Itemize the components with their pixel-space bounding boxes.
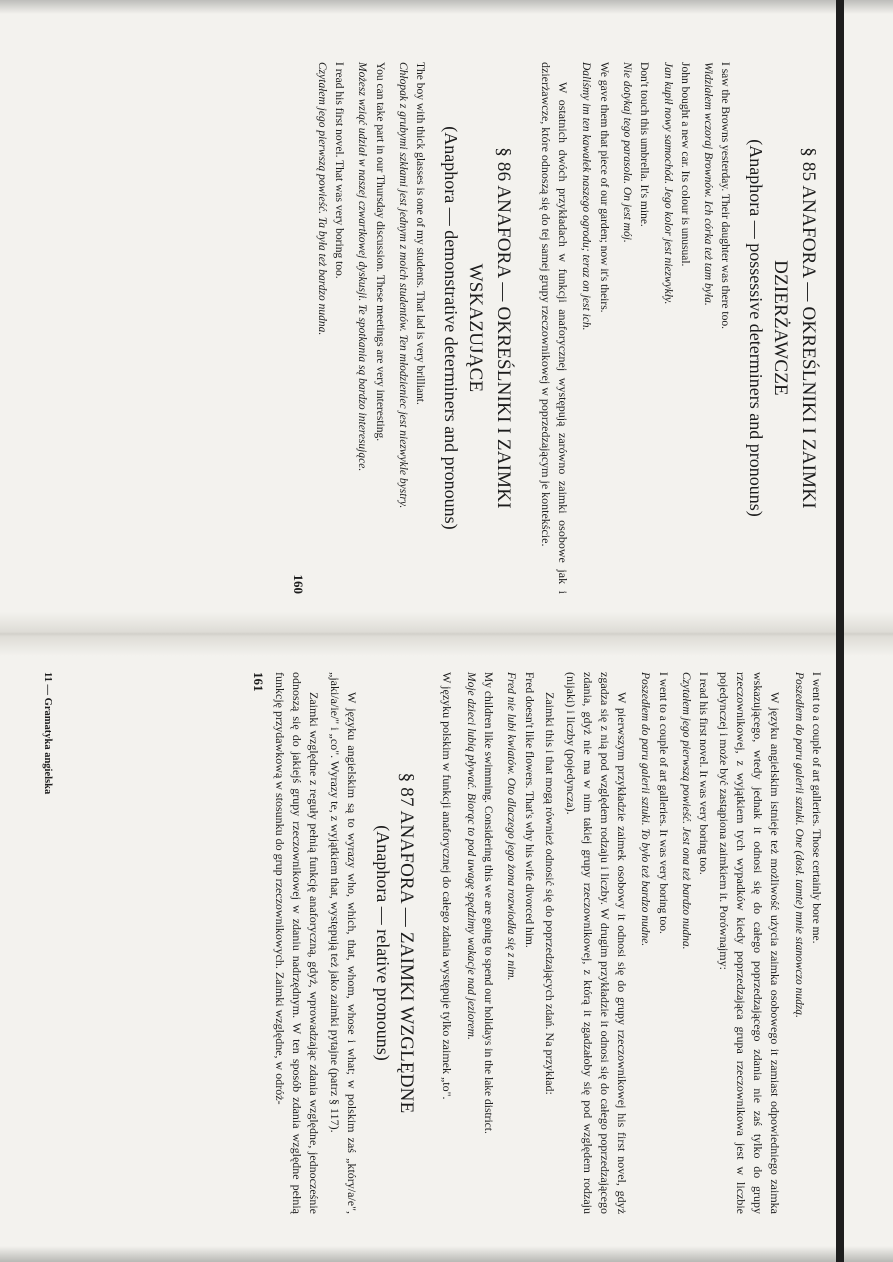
page-number: 161 bbox=[251, 672, 267, 692]
example-en: I read his first novel. That was very boring too. bbox=[333, 62, 345, 279]
example-pl: Możesz wziąć udział w naszej czwartkowej dyskusji. Te spotkania są bardzo interesujące. bbox=[356, 62, 369, 472]
page-161 bbox=[12, 646, 832, 1246]
example-en: You can take part in our Thursday discussion. These meetings are very interesting. bbox=[373, 62, 386, 442]
section-85-title-line2: DZIERŻAWCZE bbox=[770, 260, 792, 396]
example-en: I saw the Browns yesterday. Their daughter was there too. bbox=[719, 62, 732, 329]
example-en: Fred doesn't like flowers. That's why his wife divorced him. bbox=[522, 672, 535, 948]
body-paragraph: Zaimki względne z reguły pełnią funkcję anaforyczną, gdyż, wprowadzając zdania względne, jednocześnie odnoszą się do jakiejś grupy rzeczownikowej w zdaniu nadrzędnym. W ten sposób zdania względne pełnią funkcję przydawkową w stosunku do grup rzeczownikowych. Zaimki względne, w odróż- bbox=[272, 672, 321, 1214]
body-paragraph: W języku polskim w funkcji anaforycznej do całego zdania występuje tylko zaimek „to". bbox=[440, 672, 455, 1100]
example-en: Don't touch this umbrella. It's mine. bbox=[638, 62, 651, 227]
example-pl: Czytałem jego pierwszą powieść. Jest ona też bardzo nudna. bbox=[679, 672, 692, 950]
example-pl: Jan kupił nowy samochód. Jego kolor jest niezwykły. bbox=[661, 62, 674, 305]
scan-bottom-edge bbox=[0, 1246, 893, 1262]
page-footer: 11 — Gramatyka angielska bbox=[42, 672, 53, 795]
example-pl: Widziałem wczoraj Brownów. Ich córka też tam była. bbox=[702, 62, 715, 306]
body-paragraph: W pierwszym przykładzie zaimek osobowy it odnosi się do grupy rzeczownikowej his first novel, gdyż zgadza się z nią pod względem rodzaju i liczby. W drugim przykładzie it odnosi się do całego poprzedzającego zdania, gdyż nie ma w nim takiej grupy rzeczownikowej, z którą it zgadzałoby się pod względem rodzaju (nijaki) i liczby (pojedyncza). bbox=[563, 672, 629, 1214]
example-pl: Nie dotykaj tego parasola. On jest mój. bbox=[620, 62, 633, 243]
example-en: I went to a couple of art galleries. Those certainly bore me. bbox=[810, 672, 822, 944]
example-pl: Czytałem jego pierwszą powieść. Ta była też bardzo nudna. bbox=[315, 62, 328, 336]
page-number: 160 bbox=[291, 574, 307, 594]
section-86-title: § 86 ANAFORA — OKREŚLNIKI I ZAIMKI bbox=[492, 147, 514, 509]
body-paragraph: Zaimki this i that mogą również odnosić się do poprzedzających zdań. Na przykład: bbox=[542, 692, 557, 1095]
scan-top-edge bbox=[0, 0, 893, 14]
body-paragraph: W języku angielskim istnieje też możliwość użycia zaimka osobowego it zamiast odpowiedniego zaimka wskazującego, wtedy jednak it odnosi się do całego poprzedzającego zdania nie zaś tylko do grupy rzeczownikowej, z wyjątkiem tych wypadków kiedy poprzedzająca grupa rzeczownikowa jest w liczbie pojedynczej i może być zastąpiona zaimkiem it. Porównajmy: bbox=[717, 672, 783, 1214]
example-en: My children like swimming. Considering this we are going to spend our holidays in the lake district. bbox=[482, 672, 495, 1134]
example-en: We gave them that piece of our garden; now it's theirs. bbox=[597, 62, 610, 313]
section-87-title: § 87 ANAFORA — ZAIMKI WZGLĘDNE bbox=[396, 772, 418, 1114]
example-pl: Poszedłem do paru galerii sztuki. One (dosł. tamte) mnie stanowczo nudzą. bbox=[792, 672, 805, 1018]
example-pl: Chłopak z grubymi szkłami jest jednym z moich studentów. Ten młodzieniec jest niezwykle bystry. bbox=[396, 62, 409, 509]
example-pl: Poszedłem do paru galerii sztuki. To było też bardzo nudne. bbox=[639, 672, 652, 947]
example-pl: Fred nie lubi kwiatów. Oto dlaczego jego żona rozwiodła się z nim. bbox=[505, 672, 518, 981]
body-paragraph: W języku angielskim są to wyrazy who, which, that, whom, whose i what; w polskim zaś „który/a/e", „jaki/a/ie/" i „co". Wyrazy te, z wyjątkiem that, występują też jako zaimki pytajne (patrz § 117). bbox=[327, 672, 359, 1214]
section-85-subtitle: (Anaphora — possessive determiners and pronouns) bbox=[746, 139, 767, 517]
section-85-note: W ostatnich dwóch przykładach w funkcji anaforycznej występują zarówno zaimki osobowe jak i dzierżawcze, które odnoszą się do tej samej grupy rzeczownikowej w poprzedzającym je kontekście. bbox=[538, 62, 570, 594]
section-85-title: § 85 ANAFORA — OKREŚLNIKI I ZAIMKI bbox=[798, 147, 819, 509]
example-en: John bought a new car. Its colour is unusual. bbox=[678, 62, 691, 267]
example-en: The boy with thick glasses is one of my students. That lad is very brilliant. bbox=[414, 62, 427, 405]
example-pl: Daliśmy im ten kawałek naszego ogrodu; teraz on jest ich. bbox=[580, 62, 593, 331]
example-en: I went to a couple of art galleries. It was very boring too. bbox=[656, 672, 669, 934]
section-87-subtitle: (Anaphora — relative pronouns) bbox=[372, 825, 393, 1061]
scan-binding-shadow bbox=[836, 0, 844, 1262]
page-160 bbox=[12, 36, 832, 626]
section-86-subtitle: (Anaphora — demonstrative determiners and pronouns) bbox=[441, 126, 462, 530]
example-en: I read his first novel. It was very boring too. bbox=[697, 672, 710, 875]
example-pl: Moje dzieci lubią pływać. Biorąc to pod uwagę spędzimy wakacje nad jeziorem. bbox=[464, 672, 477, 1040]
section-86-title-line2: WSKAZUJĄCE bbox=[465, 263, 487, 393]
